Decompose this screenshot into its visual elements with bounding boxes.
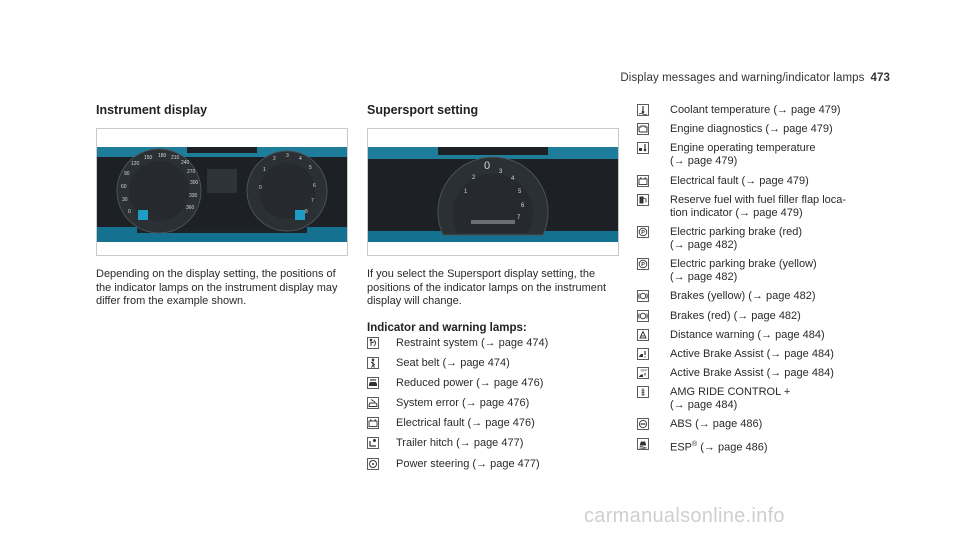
- esp-icon: [637, 438, 649, 450]
- lamp-text: ABS (→ page 486): [670, 418, 763, 431]
- gauge-label: 150: [144, 155, 153, 161]
- heading-indicator-lamps: Indicator and warning lamps:: [367, 321, 527, 334]
- heading-supersport-setting: Supersport setting: [367, 103, 479, 117]
- abs-icon: [637, 418, 649, 430]
- svg-text:OFF: OFF: [640, 368, 648, 373]
- supersport-display-figure: [367, 128, 619, 256]
- lamp-restraint-system: [367, 337, 619, 350]
- parking-brake-red-icon: [637, 226, 649, 238]
- gauge-label: 7: [311, 198, 314, 204]
- lamp-text: Engine operating temperature (→ page 479): [670, 142, 816, 168]
- lamp-text: Electric parking brake (yellow) (→ page 482): [670, 258, 817, 284]
- gauge-label: 300: [190, 180, 199, 186]
- lamp-brakes-yellow: [637, 290, 897, 303]
- svg-text:P: P: [641, 229, 645, 236]
- lamp-text: Brakes (red) (→ page 482): [670, 309, 801, 322]
- gauge-label: 180: [158, 153, 167, 159]
- instrument-display-paragraph: Depending on the display setting, the positions of the indicator lamps on the instrument display may differ from the example shown.: [96, 268, 338, 307]
- lamp-esp: [637, 438, 897, 455]
- supersport-cluster-image: [368, 147, 618, 242]
- brakes-red-icon: [637, 310, 649, 322]
- lamp-seat-belt: [367, 357, 619, 370]
- heading-instrument-display: Instrument display: [96, 103, 208, 117]
- gauge-label: 4: [299, 156, 302, 162]
- gauge-label: 2: [472, 175, 476, 181]
- instrument-display-figure: [96, 128, 348, 256]
- lamp-text: Seat belt (→ page 474): [396, 356, 510, 369]
- lamp-engine-diagnostics: [637, 123, 897, 136]
- column-instrument-display: [96, 103, 348, 309]
- lamp-parking-brake-red: [637, 226, 897, 252]
- seat-belt-icon: [367, 357, 379, 369]
- gauge-label: 330: [189, 193, 198, 199]
- gauge-label: 6: [521, 203, 525, 209]
- lamp-reserve-fuel: [637, 194, 897, 220]
- lamp-text: ESP® (→ page 486): [670, 440, 768, 454]
- gauge-label: 8: [305, 209, 308, 215]
- lamp-text: Reserve fuel with fuel filler flap loca- tion indicator (→ page 479): [670, 193, 847, 219]
- lamp-distance-warning: [637, 329, 897, 342]
- lamp-abs: [637, 418, 897, 431]
- lamp-trailer-hitch: [367, 437, 619, 450]
- watermark: carmanualsonline.info: [584, 505, 785, 527]
- gauge-label: 270: [187, 169, 196, 175]
- lamp-coolant-temperature: [637, 104, 897, 117]
- column-lamp-list: [637, 104, 897, 460]
- lamp-text: AMG RIDE CONTROL + (→ page 484): [670, 386, 791, 412]
- lamp-engine-operating-temperature: [637, 142, 897, 168]
- lamp-brakes-red: [637, 310, 897, 323]
- lamp-active-brake-assist-off: [637, 367, 897, 380]
- lamp-active-brake-assist: [637, 348, 897, 361]
- trailer-hitch-icon: [367, 437, 379, 449]
- lamp-text: Electrical fault (→ page 476): [396, 417, 535, 430]
- lamp-system-error: [367, 397, 619, 410]
- reduced-power-icon: [367, 377, 379, 389]
- supersport-paragraph: If you select the Supersport display setting, the positions of the indicator lamps on the instrument display will change.: [367, 268, 607, 307]
- active-brake-assist-off-icon: [637, 367, 649, 379]
- gauge-label: 7: [517, 215, 521, 221]
- brakes-yellow-icon: [637, 290, 649, 302]
- lamp-text: System error (→ page 476): [396, 397, 530, 410]
- system-error-icon: [367, 397, 379, 409]
- lamp-text: Distance warning (→ page 484): [670, 328, 825, 341]
- amg-ride-control-icon: [637, 386, 649, 398]
- gauge-label: 2: [273, 156, 276, 162]
- gauge-label: 3: [286, 153, 289, 159]
- lamp-amg-ride-control: [637, 386, 897, 412]
- column-supersport-setting: [367, 103, 619, 478]
- gauge-label: 4: [511, 176, 515, 182]
- engine-operating-temperature-icon: [637, 142, 649, 154]
- active-brake-assist-icon: [637, 348, 649, 360]
- gauge-label: 240: [181, 160, 190, 166]
- gauge-label: 5: [518, 189, 522, 195]
- battery-icon: [367, 417, 379, 429]
- gauge-label: 60: [121, 184, 127, 190]
- lamp-text: Reduced power (→ page 476): [396, 376, 544, 389]
- instrument-cluster-image: [97, 147, 347, 242]
- lamp-electrical-fault: [367, 417, 619, 430]
- gauge-label: 0: [259, 185, 262, 191]
- gauge-label: 90: [124, 171, 130, 177]
- lamp-text: Trailer hitch (→ page 477): [396, 437, 524, 450]
- page-header: [620, 72, 890, 84]
- lamp-text: Active Brake Assist (→ page 484): [670, 367, 834, 380]
- gauge-label: 0: [484, 160, 491, 172]
- lamp-text: Power steering (→ page 477): [396, 457, 540, 470]
- battery-icon: [637, 175, 649, 187]
- lamp-text: Brakes (yellow) (→ page 482): [670, 290, 816, 303]
- lamp-text: Active Brake Assist (→ page 484): [670, 347, 834, 360]
- lamp-electrical-fault: [637, 175, 897, 188]
- fuel-icon: [637, 194, 649, 206]
- coolant-temperature-icon: [637, 104, 649, 116]
- lamp-parking-brake-yellow: [637, 258, 897, 284]
- gauge-label: 30: [122, 197, 128, 203]
- lamp-text: Coolant temperature (→ page 479): [670, 104, 841, 116]
- distance-warning-icon: [637, 329, 649, 341]
- gauge-label: 120: [131, 161, 140, 167]
- lamp-text: Electrical fault (→ page 479): [670, 174, 809, 187]
- lamp-text: Engine diagnostics (→ page 479): [670, 123, 833, 136]
- lamp-power-steering: [367, 458, 619, 471]
- gauge-label: 1: [464, 189, 468, 195]
- engine-diagnostics-icon: [637, 123, 649, 135]
- svg-text:P: P: [641, 262, 645, 269]
- gauge-label: 210: [171, 155, 180, 161]
- gauge-label: 5: [309, 165, 312, 171]
- lamp-text: Restraint system (→ page 474): [396, 336, 549, 349]
- section-title: Display messages and warning/indicator lamps: [620, 72, 865, 84]
- gauge-label: 0: [128, 209, 131, 215]
- gauge-label: 1: [263, 167, 266, 173]
- gauge-label: 360: [186, 205, 195, 211]
- page-number: 473: [870, 72, 890, 84]
- parking-brake-yellow-icon: [637, 258, 649, 270]
- lamp-text: Electric parking brake (red) (→ page 482): [670, 225, 803, 251]
- lamp-reduced-power: [367, 377, 619, 390]
- power-steering-icon: [367, 458, 379, 470]
- restraint-system-icon: [367, 337, 379, 349]
- gauge-label: 3: [499, 169, 503, 175]
- gauge-label: 6: [313, 183, 316, 189]
